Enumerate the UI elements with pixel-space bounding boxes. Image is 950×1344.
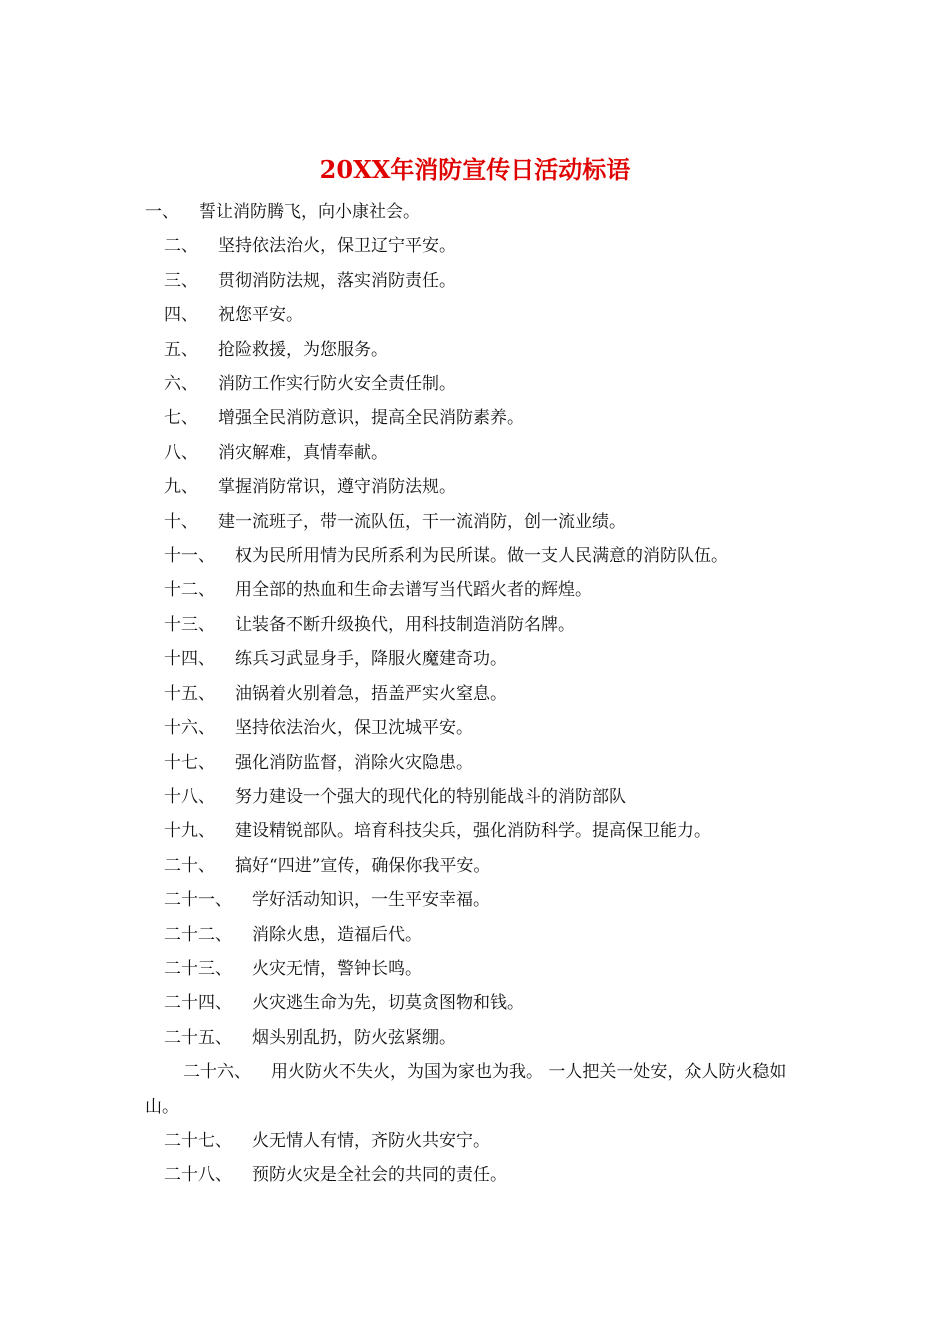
list-item [145, 195, 810, 229]
item-text: 建设精锐部队。培育科技尖兵，强化消防科学。提高保卫能力。 [235, 821, 711, 842]
list-item [145, 470, 810, 504]
item-number: 二十五、 [164, 1027, 232, 1048]
item-text: 强化消防监督，消除火灾隐患。 [235, 752, 473, 773]
list-item [145, 436, 810, 470]
item-text: 权为民所用情为民所系利为民所谋。做一支人民满意的消防队伍。 [235, 546, 728, 567]
item-number: 九、 [164, 477, 198, 498]
item-text: 让装备不断升级换代，用科技制造消防名牌。 [235, 614, 575, 635]
list-item [145, 1124, 810, 1158]
item-number: 十、 [164, 511, 198, 532]
item-text: 用全部的热血和生命去谱写当代蹈火者的辉煌。 [235, 580, 592, 601]
item-number: 一、 [145, 202, 179, 222]
item-number: 十五、 [164, 683, 215, 704]
slogan-list [145, 195, 810, 1193]
list-item [145, 298, 810, 332]
item-number: 十六、 [164, 718, 215, 739]
item-text: 油锅着火别着急，捂盖严实火窒息。 [235, 683, 507, 704]
list-item [145, 1055, 810, 1124]
list-item [145, 814, 810, 848]
list-item [145, 333, 810, 367]
list-item [145, 264, 810, 298]
item-text: 努力建设一个强大的现代化的特别能战斗的消防部队 [235, 786, 626, 807]
item-text: 消除火患，造福后代。 [252, 924, 422, 945]
item-number: 二十八、 [164, 1165, 232, 1186]
document-title: 20XX年消防宣传日活动标语 [319, 155, 631, 184]
item-text: 抢险救援，为您服务。 [218, 339, 388, 360]
item-number: 八、 [164, 442, 198, 463]
item-text: 烟头别乱扔，防火弦紧绷。 [252, 1027, 456, 1048]
item-text: 学好活动知识，一生平安幸福。 [252, 890, 490, 911]
item-text: 建一流班子，带一流队伍，干一流消防，创一流业绩。 [218, 511, 626, 532]
item-number: 七、 [164, 408, 198, 429]
list-item [145, 849, 810, 883]
item-number: 五、 [164, 339, 198, 360]
list-item [145, 642, 810, 676]
list-item [145, 883, 810, 917]
item-number: 十九、 [164, 821, 215, 842]
list-item [145, 780, 810, 814]
item-text: 贯彻消防法规，落实消防责任。 [218, 270, 456, 291]
item-text: 火灾逃生命为先，切莫贪图物和钱。 [252, 993, 524, 1014]
list-item [145, 539, 810, 573]
item-number: 十二、 [164, 580, 215, 601]
list-item [145, 505, 810, 539]
list-item [145, 918, 810, 952]
list-item [145, 573, 810, 607]
item-number: 二十二、 [164, 924, 232, 945]
item-number: 二十七、 [164, 1130, 232, 1151]
item-text: 练兵习武显身手，降服火魔建奇功。 [235, 649, 507, 670]
list-item [145, 677, 810, 711]
item-text: 祝您平安。 [218, 305, 303, 326]
item-number: 三、 [164, 270, 198, 291]
item-text: 预防火灾是全社会的共同的责任。 [252, 1165, 507, 1186]
item-number: 二十六、 [183, 1062, 251, 1083]
item-text: 搞好“四进”宣传，确保你我平安。 [235, 855, 491, 876]
list-item [145, 746, 810, 780]
item-text: 掌握消防常识，遵守消防法规。 [218, 477, 456, 498]
list-item [145, 1021, 810, 1055]
list-item [145, 952, 810, 986]
item-number: 六、 [164, 374, 198, 395]
item-text: 火灾无情，警钟长鸣。 [252, 958, 422, 979]
item-text: 誓让消防腾飞，向小康社会。 [199, 202, 420, 222]
list-item [145, 986, 810, 1020]
item-text: 增强全民消防意识，提高全民消防素养。 [218, 408, 524, 429]
list-item [145, 367, 810, 401]
list-item [145, 401, 810, 435]
item-number: 二十四、 [164, 993, 232, 1014]
item-text: 消灾解难，真情奉献。 [218, 442, 388, 463]
item-number: 二十、 [164, 855, 215, 876]
item-number: 十四、 [164, 649, 215, 670]
item-text: 消防工作实行防火安全责任制。 [218, 374, 456, 395]
list-item [145, 711, 810, 745]
item-number: 十八、 [164, 786, 215, 807]
item-number: 十一、 [164, 546, 215, 567]
item-text: 坚持依法治火，保卫辽宁平安。 [218, 236, 456, 257]
item-number: 十三、 [164, 614, 215, 635]
item-text: 用火防火不失火，为国为家也为我。 一人把关一处安，众人防火稳如山。 [145, 1062, 787, 1117]
item-number: 四、 [164, 305, 198, 326]
item-text: 火无情人有情，齐防火共安宁。 [252, 1130, 490, 1151]
item-number: 二、 [164, 236, 198, 257]
list-item [145, 229, 810, 263]
item-number: 十七、 [164, 752, 215, 773]
item-text: 坚持依法治火，保卫沈城平安。 [235, 718, 473, 739]
list-item [145, 608, 810, 642]
item-number: 二十三、 [164, 958, 232, 979]
list-item [145, 1158, 810, 1192]
item-number: 二十一、 [164, 890, 232, 911]
